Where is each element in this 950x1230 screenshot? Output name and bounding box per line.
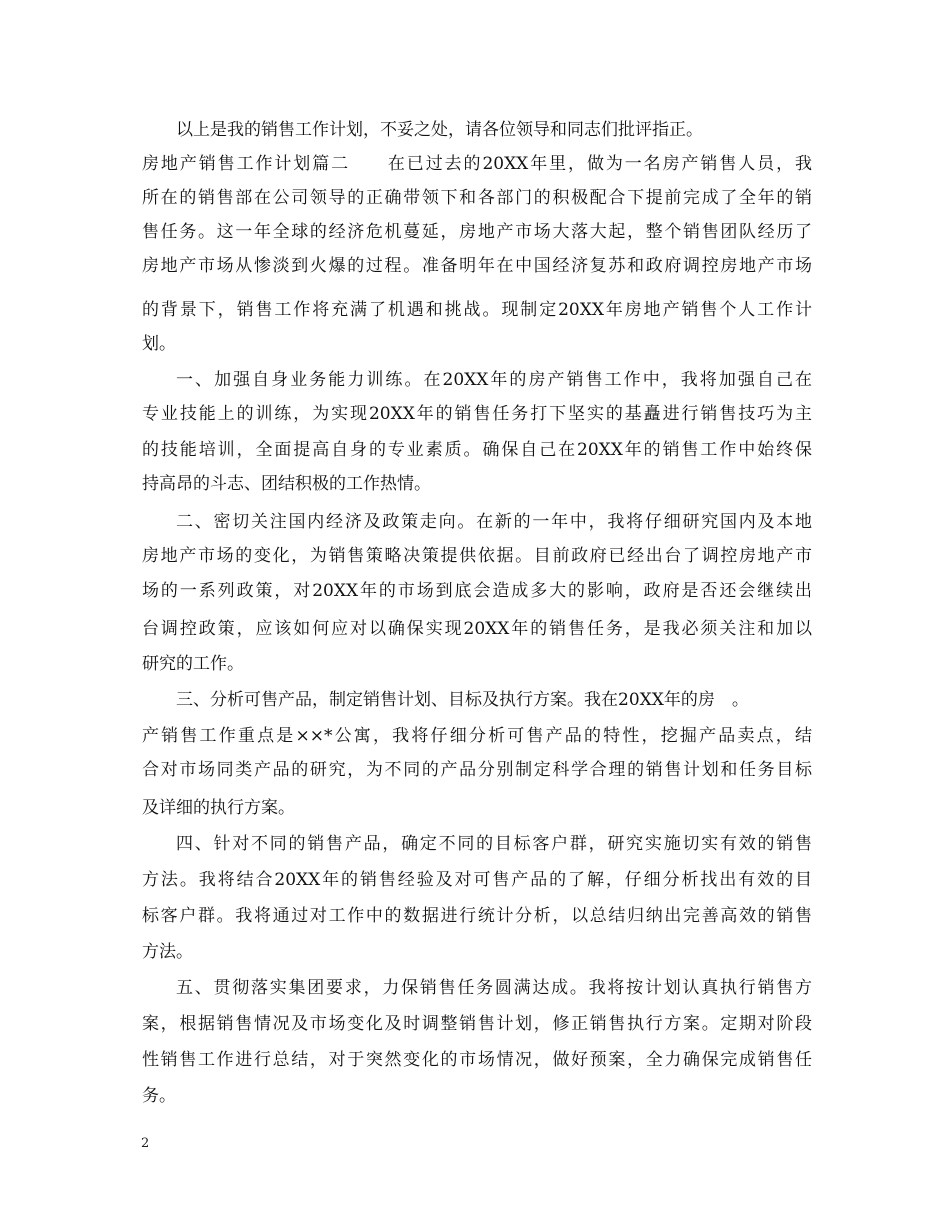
text-line: 以上是我的销售工作计划，不妥之处，请各位领导和同志们批评指正。	[176, 120, 703, 140]
text-line: 房地产市场从惨淡到火爆的过程。准备明年在中国经济复苏和政府调控房地产市场	[142, 256, 812, 276]
text-line: 二、密切关注国内经济及政策走向。在新的一年中，我将仔细研究国内及本地	[176, 512, 812, 532]
text-line: 台调控政策，应该如何应对以确保实现20XX年的销售任务，是我必须关注和加以	[142, 619, 812, 639]
text-line: 的技能培训，全面提高自身的专业素质。确保自己在20XX年的销售工作中始终保	[142, 440, 812, 460]
text-line: 产销售工作重点是××*公寓，我将仔细分析可售产品的特性，挖掘产品卖点，结	[142, 726, 812, 746]
text-line: 售任务。这一年全球的经济危机蔓延，房地产市场大落大起，整个销售团队经历了	[142, 222, 812, 242]
text-line: 所在的销售部在公司领导的正确带领下和各部门的积极配合下提前完成了全年的销	[142, 188, 812, 208]
text-line: 务。	[142, 1086, 176, 1106]
text-line: 合对市场同类产品的研究，为不同的产品分别制定科学合理的销售计划和任务目标	[142, 760, 812, 780]
text-line: 案，根据销售情况及市场变化及时调整销售计划，修正销售执行方案。定期对阶段	[142, 1014, 812, 1034]
text-line: 一、加强自身业务能力训练。在20XX年的房产销售工作中，我将加强自己在	[176, 370, 812, 390]
text-line: 标客户群。我将通过对工作中的数据进行统计分析，以总结归纳出完善高效的销售	[142, 906, 812, 926]
text-line: 专业技能上的训练，为实现20XX年的销售任务打下坚实的基矗进行销售技巧为主	[142, 404, 812, 424]
text-line: 三、分析可售产品，制定销售计划、目标及执行方案。我在20XX年的房 。	[176, 690, 749, 710]
text-line: 方法。	[142, 942, 193, 962]
text-line: 的背景下，销售工作将充满了机遇和挑战。现制定20XX年房地产销售个人工作计	[142, 300, 812, 320]
text-line: 房地产销售工作计划篇二 在已过去的20XX年里，做为一名房产销售人员，我	[142, 154, 812, 174]
page-number: 2	[141, 1136, 150, 1151]
text-line: 研究的工作。	[142, 654, 244, 674]
text-line: 及详细的执行方案。	[142, 798, 295, 818]
text-line: 持高昂的斗志、团结积极的工作热情。	[142, 474, 431, 494]
text-line: 四、针对不同的销售产品，确定不同的目标客户群，研究实施切实有效的销售	[176, 834, 812, 854]
text-line: 划。	[142, 334, 176, 354]
text-line: 性销售工作进行总结，对于突然变化的市场情况，做好预案，全力确保完成销售任	[142, 1050, 812, 1070]
text-line: 五、贯彻落实集团要求，力保销售任务圆满达成。我将按计划认真执行销售方	[176, 978, 812, 998]
text-line: 方法。我将结合20XX年的销售经验及对可售产品的了解，仔细分析找出有效的目	[142, 870, 812, 890]
text-line: 房地产市场的变化，为销售策略决策提供依据。目前政府已经出台了调控房地产市	[142, 546, 812, 566]
text-line: 场的一系列政策，对20XX年的市场到底会造成多大的影响，政府是否还会继续出	[142, 581, 812, 601]
